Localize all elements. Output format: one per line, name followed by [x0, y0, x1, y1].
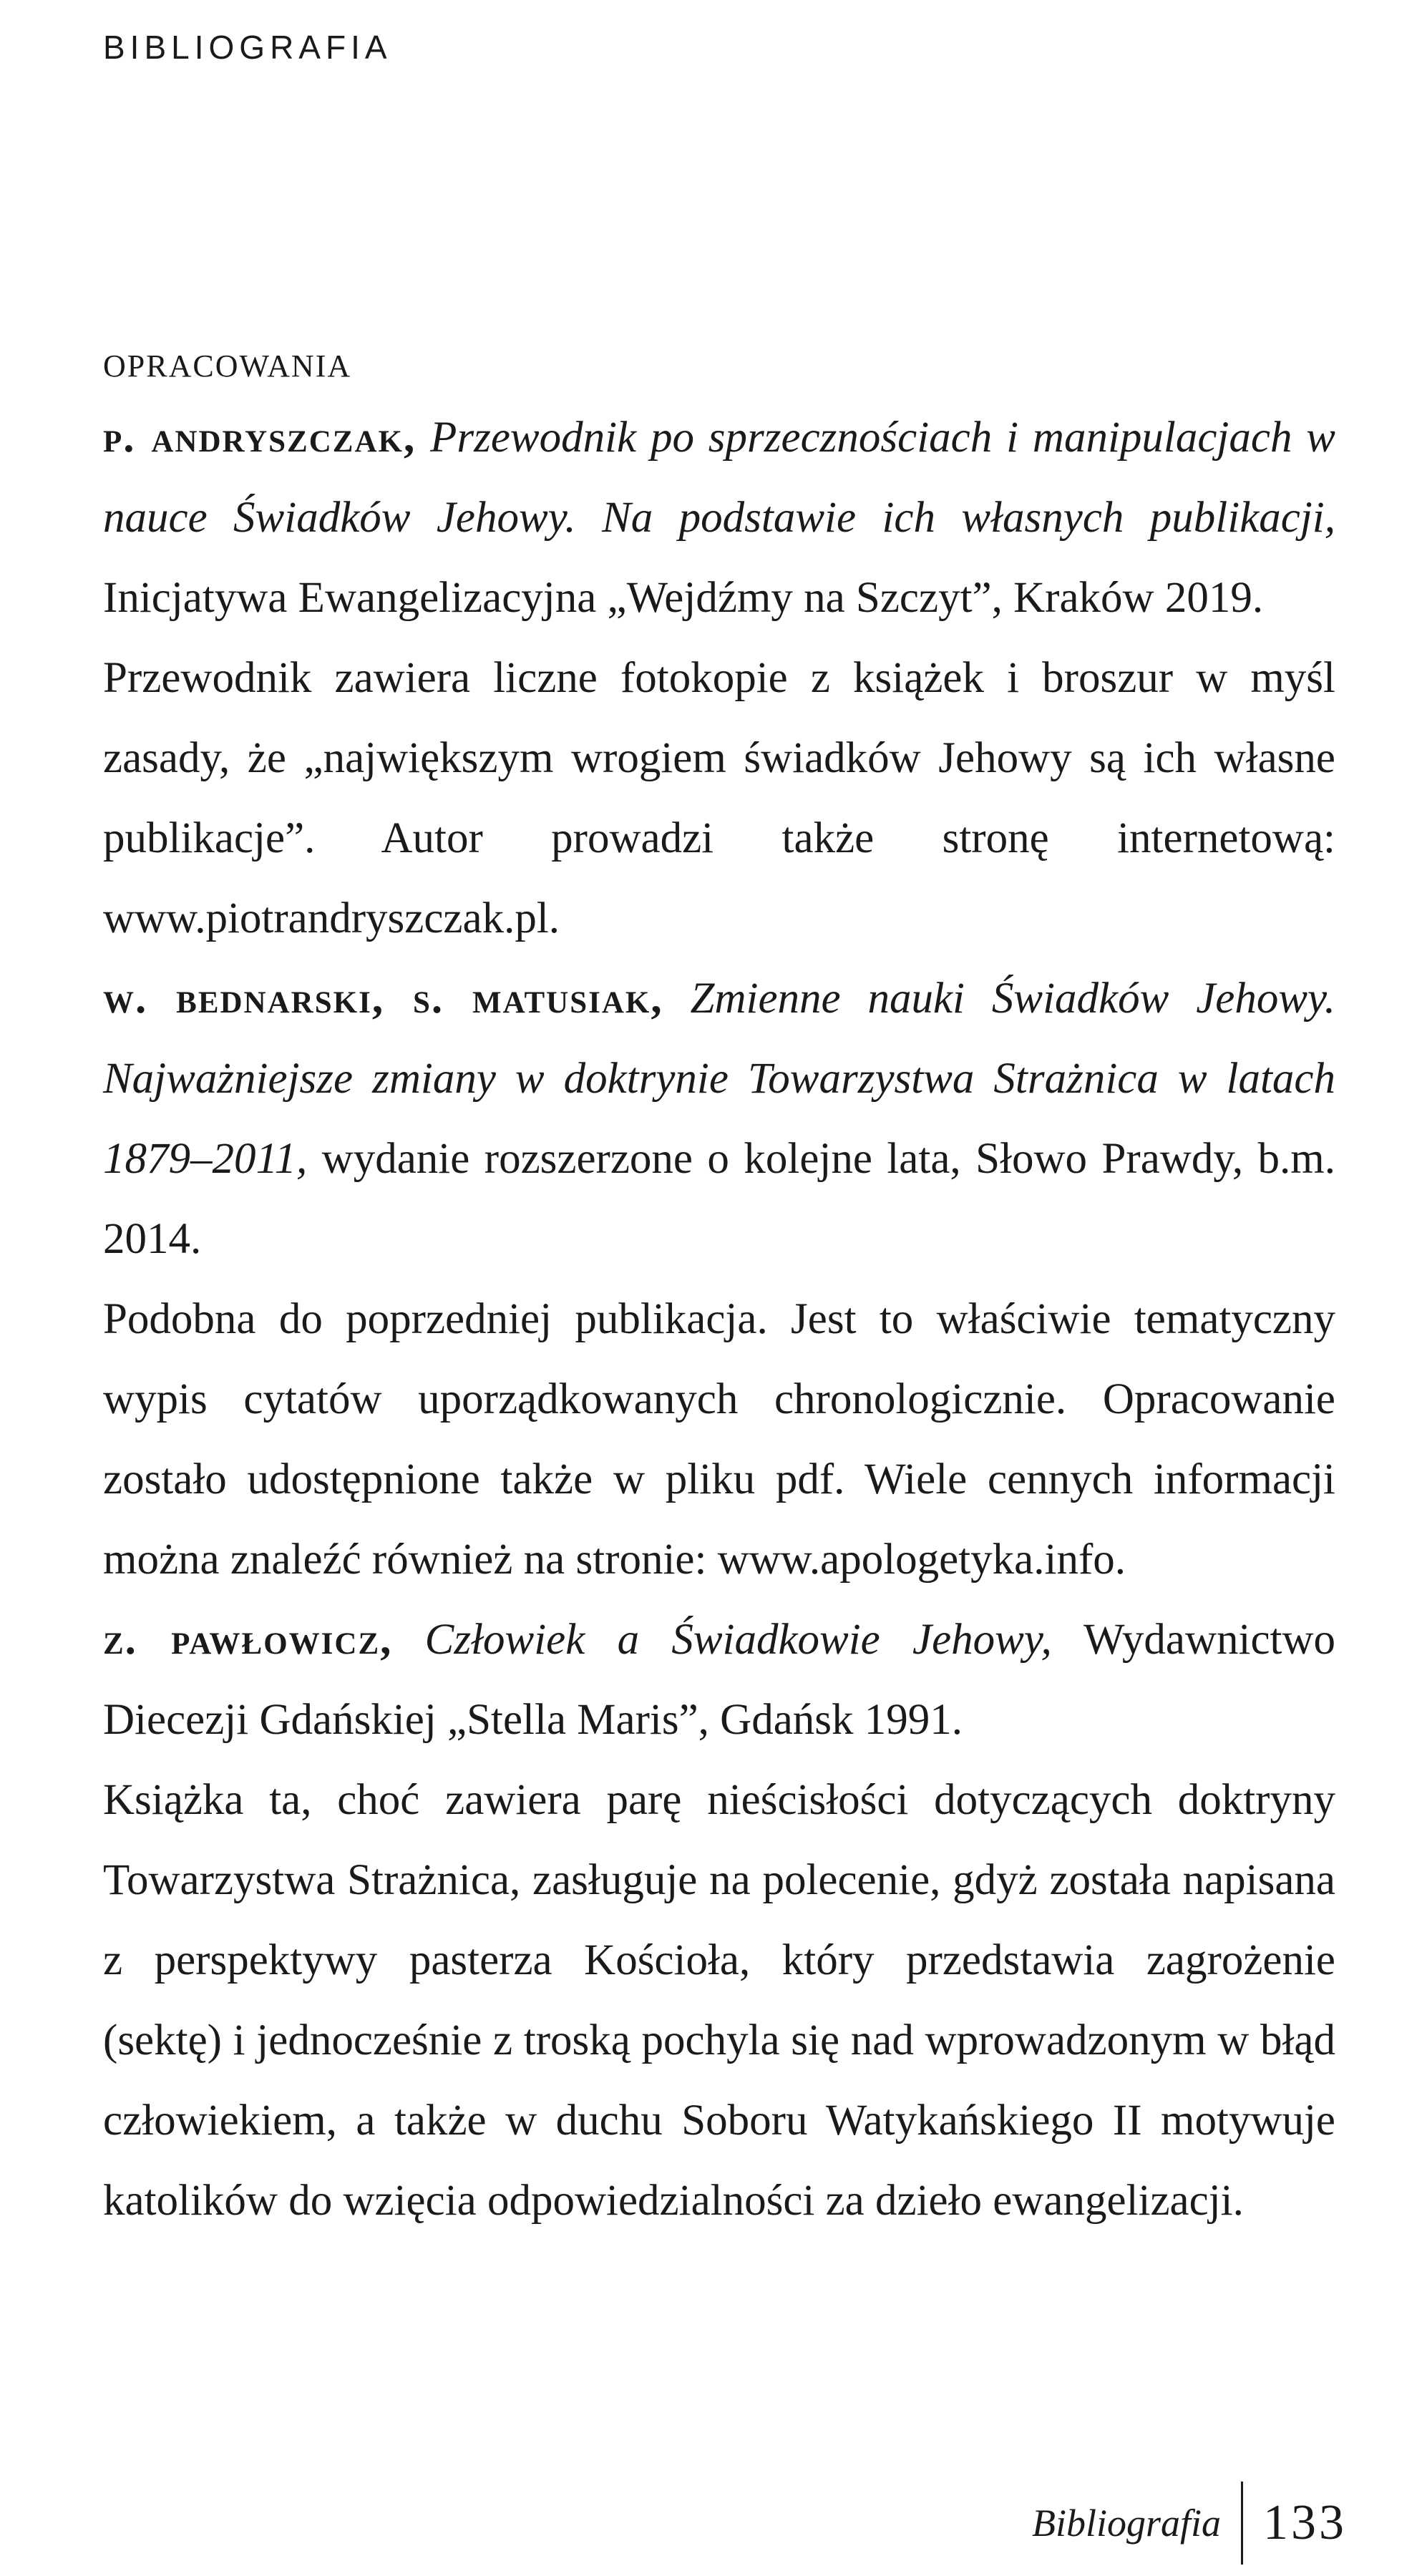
bibliography-entry: [103, 1600, 1335, 2241]
entry-reference: [103, 398, 1335, 638]
entry-publication-details: wydanie rozszerzone o kolejne lata, Słowo Prawdy, b.m. 2014.: [103, 1135, 1335, 1263]
page-body: [103, 335, 1335, 2241]
bibliography-entry: [103, 959, 1335, 1600]
entry-reference: [103, 959, 1335, 1279]
footer-running-title: Bibliografia: [1031, 2502, 1221, 2545]
entry-reference: [103, 1600, 1335, 1760]
entry-author: z. pawłowicz,: [103, 1616, 393, 1664]
entry-author: w. bednarski, s. matusiak,: [103, 975, 663, 1023]
entry-author: p. andryszczak,: [103, 414, 417, 462]
entry-title: Człowiek a Świadkowie Jehowy,: [424, 1616, 1052, 1664]
entry-publication-details: Inicjatywa Ewangelizacyjna „Wejdźmy na Szczyt”, Kraków 2019.: [103, 574, 1264, 622]
section-heading: OPRACOWANIA: [103, 348, 352, 384]
entry-description: Książka ta, choć zawiera parę nieścisłości dotyczących doktryny Towarzystwa Strażnica, zasługuje na polecenie, gdyż została napisana z perspektywy pasterza Kościoła, który przedstawia zagrożenie (sektę) i jednocześnie z troską pochyla się nad wprowadzonym w błąd człowiekiem, a także w duchu Soboru Watykańskiego II motywuje katolików do wzięcia odpowiedzialności za dzieło ewangelizacji.: [103, 1776, 1335, 2225]
running-head: BIBLIOGRAFIA: [103, 29, 392, 66]
page-number: 133: [1263, 2495, 1347, 2550]
entry-title: Zmienne nauki Świadków Jehowy. Najważniejsze zmiany w doktrynie Towarzystwa Strażnica w latach 1879–2011,: [103, 975, 1335, 1183]
page-footer: [1032, 2473, 1347, 2573]
entry-publication-details: Wydawnictwo Diecezji Gdańskiej „Stella Maris”, Gdańsk 1991.: [103, 1616, 1336, 1744]
entry-description: Podobna do poprzedniej publikacja. Jest to właściwie tematyczny wypis cytatów uporządkowanych chronologicznie. Opracowanie zostało udostępnione także w pliku pdf. Wiele cennych informacji można znaleźć również na stronie: www.apologetyka.info.: [103, 1295, 1335, 1584]
entry-description: Przewodnik zawiera liczne fotokopie z książek i broszur w myśl zasady, że „największym wrogiem świadków Jehowy są ich własne publikacje”. Autor prowadzi także stronę internetową: www.piotrandryszczak.pl.: [103, 654, 1335, 942]
entry-title: Przewodnik po sprzecznościach i manipulacjach w nauce Świadków Jehowy. Na podstawie ich własnych publikacji,: [103, 414, 1335, 542]
bibliography-entry: [103, 398, 1335, 959]
